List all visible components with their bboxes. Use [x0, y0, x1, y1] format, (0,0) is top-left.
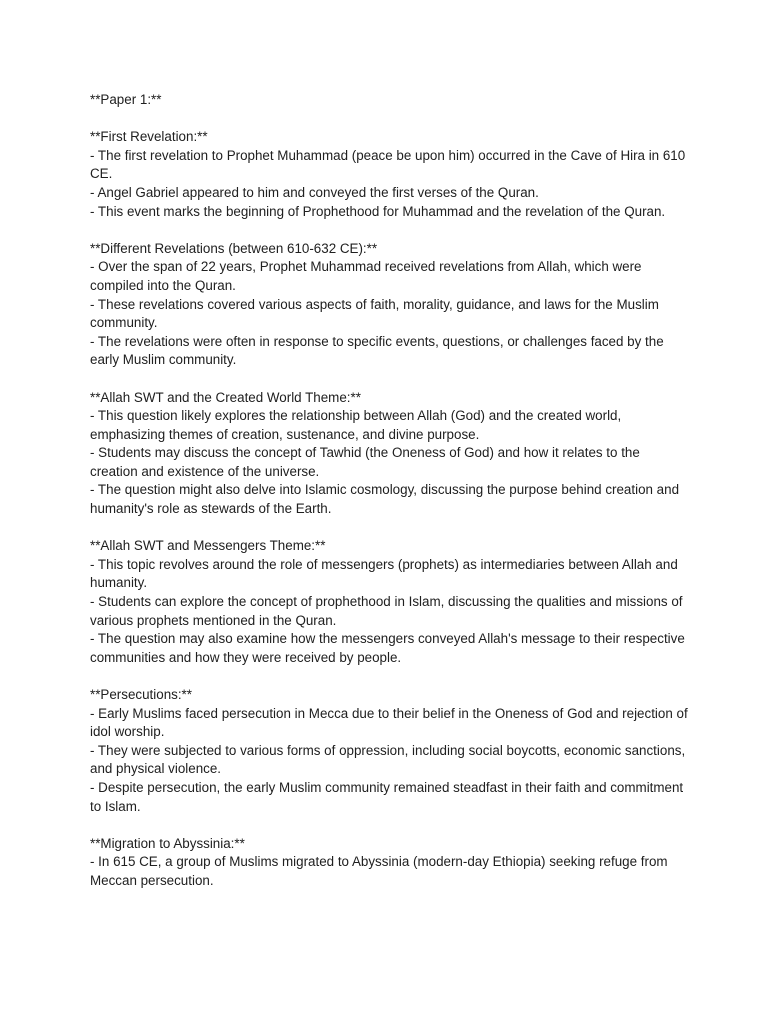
bullet-item: - Angel Gabriel appeared to him and conveyed the first verses of the Quran. — [90, 184, 539, 200]
section-messengers — [90, 537, 690, 667]
bullet-item: - The first revelation to Prophet Muhammad (peace be upon him) occurred in the Cave of Hira in 610 CE. — [90, 147, 686, 182]
bullet-item: - Despite persecution, the early Muslim community remained steadfast in their faith and commitment to Islam. — [90, 779, 684, 814]
bullet-item: - The question may also examine how the messengers conveyed Allah's message to their respective communities and how they were received by people. — [90, 631, 685, 665]
section-different-revelations — [90, 240, 690, 370]
document-page — [90, 91, 690, 909]
section-first-revelation — [90, 128, 690, 221]
bullet-item: - They were subjected to various forms of oppression, including social boycotts, economic sanctions, and physical violence. — [90, 742, 686, 777]
bullet-item: - Over the span of 22 years, Prophet Muhammad received revelations from Allah, which were compiled into the Quran. — [90, 259, 642, 293]
section-migration-abyssinia — [90, 835, 690, 891]
document-title: **Paper 1:** — [90, 92, 162, 107]
section-heading: **Different Revelations (between 610-632 CE):** — [90, 240, 378, 256]
bullet-item: - This event marks the beginning of Prophethood for Muhammad and the revelation of the Quran. — [90, 203, 666, 219]
bullet-item: - In 615 CE, a group of Muslims migrated to Abyssinia (modern-day Ethiopia) seeking refuge from Meccan persecution. — [90, 854, 668, 888]
bullet-item: - Students can explore the concept of prophethood in Islam, discussing the qualities and missions of various prophets mentioned in the Quran. — [90, 594, 683, 628]
bullet-item: - The revelations were often in response to specific events, questions, or challenges faced by the early Muslim community. — [90, 333, 664, 368]
section-heading: **First Revelation:** — [90, 129, 208, 145]
bullet-item: - Early Muslims faced persecution in Mecca due to their belief in the Oneness of God and rejection of idol worship. — [90, 705, 688, 740]
section-heading: **Migration to Abyssinia:** — [90, 835, 245, 851]
section-heading: **Allah SWT and Messengers Theme:** — [90, 538, 326, 554]
bullet-item: - This question likely explores the relationship between Allah (God) and the created world, emphasizing themes of creation, sustenance, and divine purpose. — [90, 408, 622, 442]
section-created-world — [90, 389, 690, 519]
section-heading: **Allah SWT and the Created World Theme:** — [90, 389, 361, 405]
bullet-item: - This topic revolves around the role of messengers (prophets) as intermediaries between Allah and humanity. — [90, 556, 678, 591]
bullet-item: - These revelations covered various aspects of faith, morality, guidance, and laws for the Muslim community. — [90, 296, 659, 331]
bullet-item: - Students may discuss the concept of Tawhid (the Oneness of God) and how it relates to the creation and existence of the universe. — [90, 445, 640, 479]
section-heading: **Persecutions:** — [90, 687, 192, 702]
bullet-item: - The question might also delve into Islamic cosmology, discussing the purpose behind creation and humanity's role as stewards of the Earth. — [90, 482, 680, 517]
section-persecutions — [90, 686, 690, 816]
